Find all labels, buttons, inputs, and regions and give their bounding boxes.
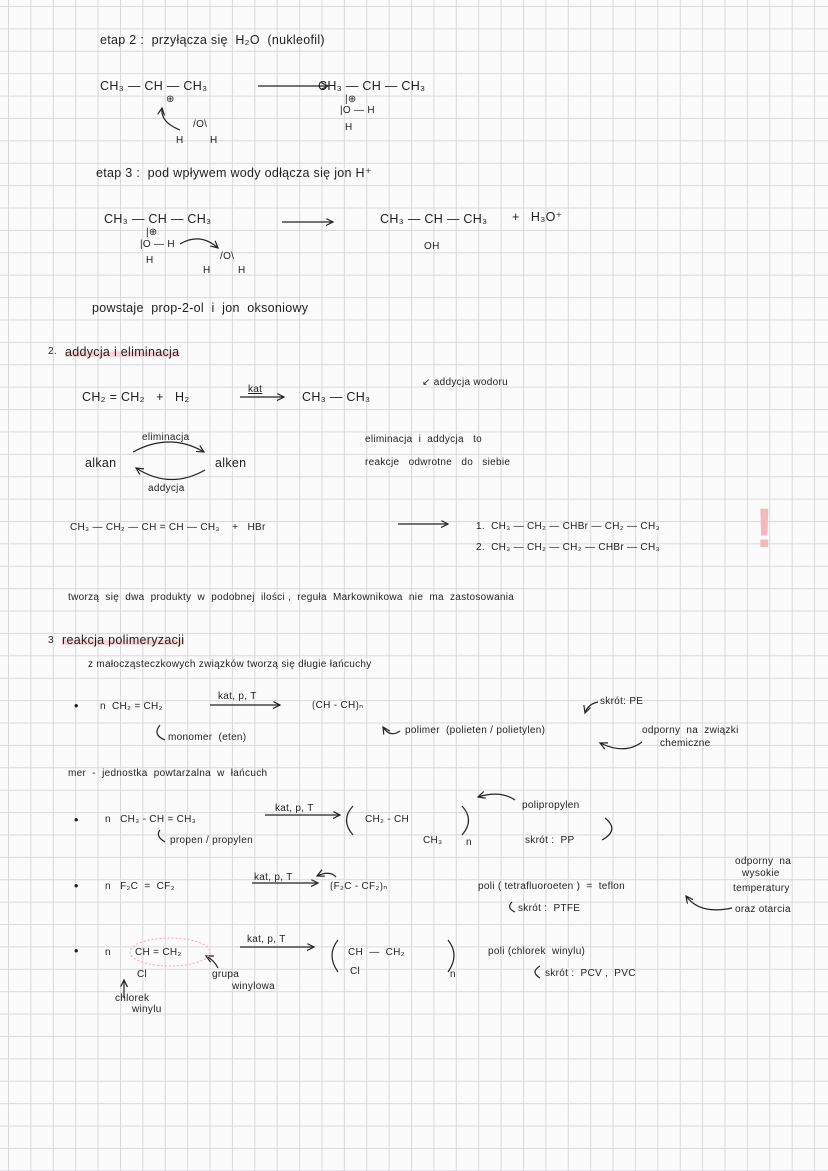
curved-arrow [136,468,205,480]
ptfe-abbr: skrót : PTFE [518,903,581,914]
ptfe-name: poli ( tetrafluoroeten ) = teflon [478,881,625,892]
water-h: H [176,135,184,146]
conclusion-text: tworzą się dwa produkty w podobnej ilości , reguła Markownikowa nie ma zastosowania [68,592,515,603]
product-h: H [345,122,353,133]
exclamation-mark: ! [755,496,774,559]
pvc-product-top: CH — CH₂ [348,947,405,958]
pvc-product-n: n [450,969,456,980]
ptfe-conditions: kat, p, T [254,872,293,883]
curved-arrow [510,902,515,912]
section-heading: reakcja polimeryzacji [62,633,185,647]
curved-arrow [180,239,218,248]
pe-property: odporny na związki [642,725,739,736]
curved-arrow [162,108,180,130]
ptfe-product: ⟮F₂C - CF₂⟯ₙ [330,881,388,892]
ptfe-reactant: n F₂C = CF₂ [105,881,175,892]
water-h: H [238,265,246,276]
curved-arrow [600,742,642,749]
etap3-title: etap 3 : pod wpływem wody odłącza się jon H⁺ [96,166,372,180]
curved-arrow [602,818,612,840]
bracket [462,806,469,835]
carbocation-charge: ⊕ [166,94,175,105]
product-charge: |⊕ [345,94,357,105]
pe-abbr: skrót: PE [600,696,644,707]
pvc-name: poli (chlorek winylu) [488,946,586,957]
water-h: H [210,135,218,146]
etap2-title: etap 2 : przyłącza się H₂O (nukleofil) [100,33,325,47]
reactant-oh: |O — H [140,239,175,250]
water-oxygen: /O\ [220,251,235,262]
etap3-summary: powstaje prop-2-ol i jon oksoniowy [92,301,309,315]
pvc-conditions: kat, p, T [247,934,286,945]
pp-monomer: propen / propylen [170,835,253,846]
etap2-product: CH₃ — CH — CH₃ [318,79,426,93]
pp-product-bottom: CH₃ [423,835,443,846]
product-oh: |O — H [340,105,375,116]
pp-reactant: n CH₃ - CH = CH₃ [105,814,197,825]
curved-arrow [585,702,598,713]
water-h: H [203,265,211,276]
curved-arrow [535,966,540,978]
curved-arrow [158,830,165,842]
bullet: • [74,879,79,893]
curved-arrow [686,896,732,910]
bracket [332,940,338,972]
pe-polymer: polimer (polieten / polietylen) [405,725,546,736]
product-oh: OH [424,241,440,252]
pe-property: chemiczne [660,738,711,749]
etap3-reactant: CH₃ — CH — CH₃ [104,212,212,226]
curved-arrow [383,727,400,734]
curved-arrow [317,873,336,877]
hbr-product-1: 1. CH₃ — CH₂ — CHBr — CH₂ — CH₃ [476,521,660,532]
etap2-reactant: CH₃ — CH — CH₃ [100,79,208,93]
pp-conditions: kat, p, T [275,803,314,814]
bullet: • [74,813,79,827]
bracket [347,806,354,835]
hydrogenation-reactants: CH₂ = CH₂ + H₂ [82,390,190,404]
ptfe-property: temperatury [733,883,790,894]
pp-product-top: CH₂ - CH [365,814,410,825]
pe-product: ⟮CH - CH⟯ₙ [312,700,364,711]
pe-reactant: n CH₂ = CH₂ [100,701,163,712]
pe-monomer: monomer (eten) [168,732,247,743]
curved-arrow [478,794,515,800]
section-heading: addycja i eliminacja [65,345,180,359]
pvc-chlorine: Cl [137,969,148,980]
pvc-abbr: skrót : PCV , PVC [545,968,636,979]
vinyl-group-label: winylowa [232,981,275,992]
bullet: • [74,699,79,713]
hydrogenation-note: ↙ addycja wodoru [422,377,509,388]
explanation-line: eliminacja i addycja to [365,434,483,445]
elimination-label: eliminacja [142,432,190,443]
vinyl-group-label: grupa [212,969,240,980]
hbr-reactants: CH₃ — CH₂ — CH = CH — CH₃ + HBr [70,522,266,533]
ptfe-property: wysokie [742,868,780,879]
reactant-h: H [146,255,154,266]
curved-arrow [206,956,218,968]
pe-conditions: kat, p, T [218,691,257,702]
bullet: • [74,944,79,958]
catalyst-label: kat [248,384,263,395]
alken-label: alken [215,456,247,470]
water-oxygen: /O\ [193,119,208,130]
pvc-reactant: CH = CH₂ [135,947,182,958]
addition-label: addycja [148,483,185,494]
alkan-label: alkan [85,456,117,470]
ptfe-property: odporny na [735,856,792,867]
reactant-charge: |⊕ [146,227,158,238]
pvc-n: n [105,947,111,958]
mer-definition: mer - jednostka powtarzalna w łańcuch [68,768,268,779]
hydrogenation-product: CH₃ — CH₃ [302,390,371,404]
pp-n: n [466,837,472,848]
hbr-product-2: 2. CH₃ — CH₂ — CH₂ — CHBr — CH₃ [476,542,660,553]
section-number: 2. [48,346,57,357]
explanation-line: reakcje odwrotne do siebie [365,457,511,468]
etap3-product: CH₃ — CH — CH₃ [380,212,488,226]
section-number: 3 [48,635,54,646]
pvc-monomer: winylu [132,1004,162,1015]
pvc-monomer: chlorek [115,993,150,1004]
pp-name: polipropylen [522,800,580,811]
ptfe-property: oraz otarcia [735,904,791,915]
pvc-product-bottom: Cl [350,966,361,977]
hydronium-ion: + H₃O⁺ [512,210,563,224]
pp-abbr: skrót : PP [525,835,575,846]
curved-arrow [157,725,165,740]
section-subtitle: z małocząsteczkowych związków tworzą się długie łańcuchy [88,659,372,670]
